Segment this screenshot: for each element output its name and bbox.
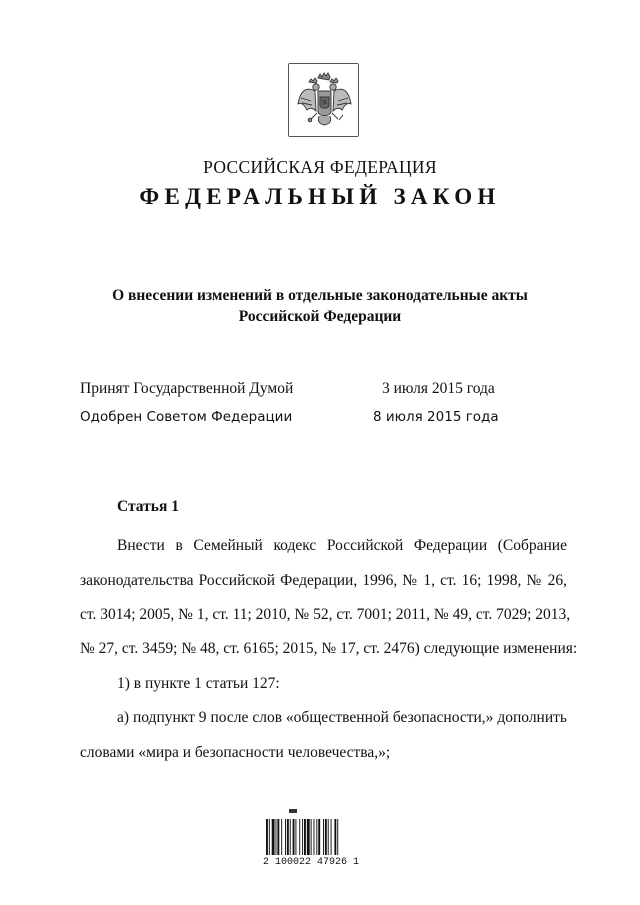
article-text-line: 1) в пункте 1 статьи 127: [117,675,280,692]
coat-of-arms-emblem [288,63,359,137]
law-title [0,285,640,327]
russian-coat-of-arms-icon [289,64,360,138]
barcode-number: 2 100022 47926 1 [263,857,360,868]
document-barcode [263,805,381,875]
duma-adoption-label: Принят Государственной Думой [80,380,294,397]
article-text-line: ст. 3014; 2005, № 1, ст. 11; 2010, № 52, ст. 7001; 2011, № 49, ст. 7029; 2013, [80,606,571,623]
article-heading: Статья 1 [117,498,179,515]
country-name: РОССИЙСКАЯ ФЕДЕРАЦИЯ [203,157,437,177]
law-title-line-2: Российской Федерации [238,308,402,325]
barcode-icon [263,805,381,857]
article-text-line: № 27, ст. 3459; № 48, ст. 6165; 2015, № 17, ст. 2476) следующие изменения: [80,640,578,657]
article-text-line: Внести в Семейный кодекс Российской Федерации (Собрание [117,537,567,554]
law-title-line-1: О внесении изменений в отдельные законодательные акты [112,287,528,304]
council-approval-label: Одобрен Советом Федерации [80,409,293,425]
duma-adoption-date: 3 июля 2015 года [382,380,495,397]
council-approval-date: 8 июля 2015 года [373,409,499,425]
article-text-line: законодательства Российской Федерации, 1996, № 1, ст. 16; 1998, № 26, [80,572,567,589]
article-text-line: словами «мира и безопасности человечества,»; [80,744,391,761]
document-type: ФЕДЕРАЛЬНЫЙ ЗАКОН [139,184,501,209]
article-text-line: а) подпункт 9 после слов «общественной безопасности,» дополнить [117,709,567,726]
